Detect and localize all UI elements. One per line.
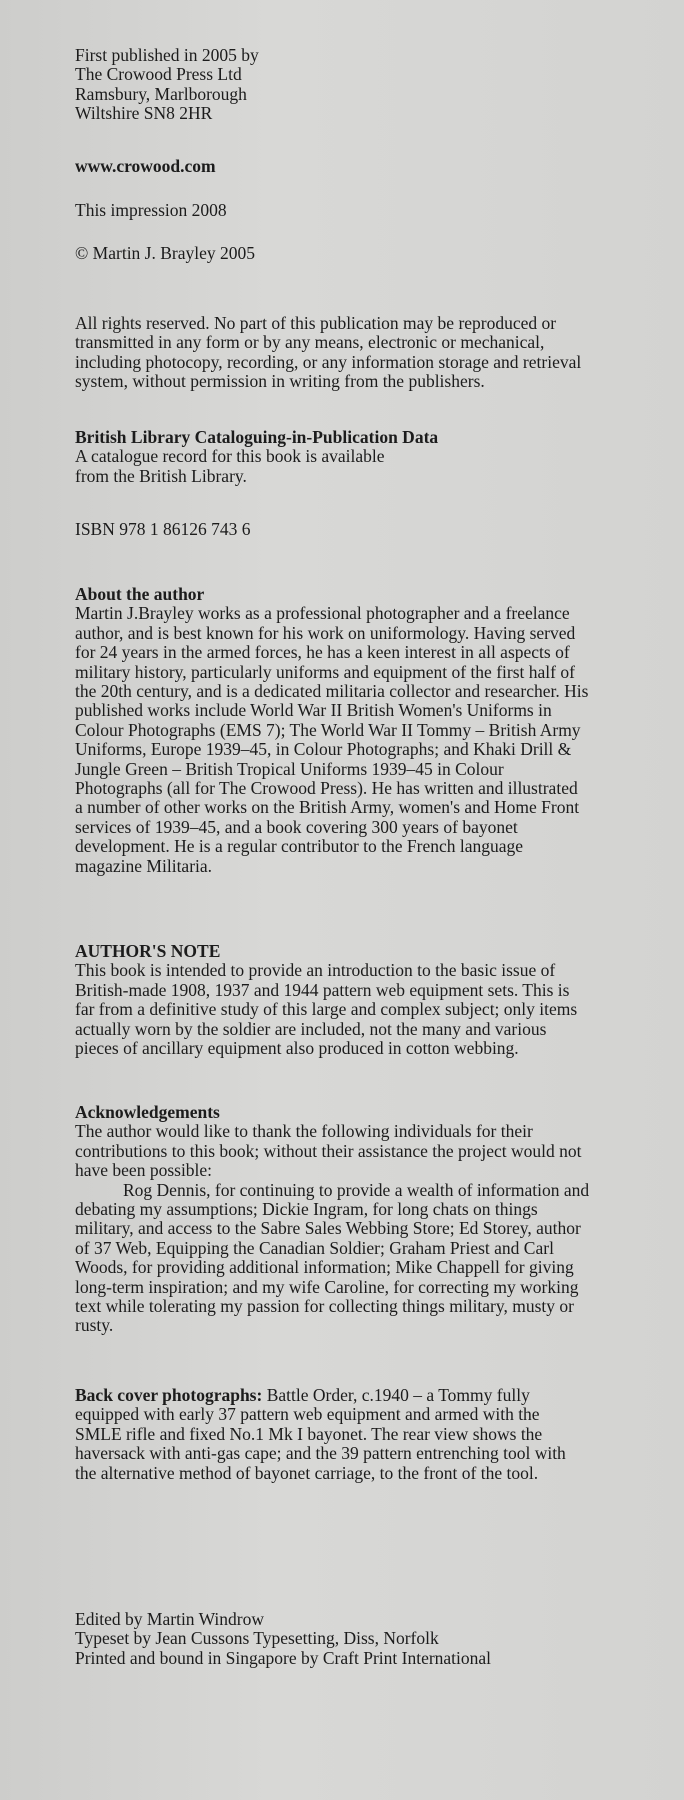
about-line: Photographs (all for The Crowood Press). He has written and illustrated xyxy=(75,778,578,799)
back-cover-line: SMLE rifle and fixed No.1 Mk I bayonet. The rear view shows the xyxy=(75,1423,543,1444)
authors-note-line: British-made 1908, 1937 and 1944 pattern web equipment sets. This is xyxy=(75,979,570,1000)
about-heading: About the author xyxy=(75,584,205,604)
publisher-line: The Crowood Press Ltd xyxy=(75,64,242,85)
rights-line: including photocopy, recording, or any information storage and retrieval xyxy=(75,351,582,372)
rights-line: transmitted in any form or by any means, electronic or mechanical, xyxy=(75,332,545,353)
acknowledgements-line: long-term inspiration; and my wife Caroline, for correcting my working xyxy=(75,1276,579,1297)
about-line: a number of other works on the British Army, women's and Home Front xyxy=(75,797,580,818)
back-cover-line: equipped with early 37 pattern web equipment and armed with the xyxy=(75,1404,540,1425)
cip-section xyxy=(75,428,665,486)
acknowledgements-line: debating my assumptions; Dickie Ingram, for long chats on things xyxy=(75,1199,538,1220)
back-cover-line: Battle Order, c.1940 – a Tommy fully xyxy=(262,1385,530,1405)
about-line: author, and is best known for his work on uniformology. Having served xyxy=(75,622,576,643)
about-line: Uniforms, Europe 1939–45, in Colour Photographs; and Khaki Drill & xyxy=(75,739,572,760)
impression-line: This impression 2008 xyxy=(75,200,227,220)
acknowledgements-line: military, and access to the Sabre Sales Webbing Store; Ed Storey, author xyxy=(75,1218,581,1239)
credits-line: Edited by Martin Windrow xyxy=(75,1609,265,1629)
credits-section xyxy=(75,1610,665,1668)
isbn-line: ISBN 978 1 86126 743 6 xyxy=(75,519,251,539)
authors-note-line: far from a definitive study of this large and complex subject; only items xyxy=(75,999,578,1020)
about-line: military history, particularly uniforms and equipment of the first half of xyxy=(75,661,575,682)
rights-line: system, without permission in writing from the publishers. xyxy=(75,371,485,392)
acknowledgements-line: Rog Dennis, for continuing to provide a wealth of information and xyxy=(123,1179,590,1200)
authors-note-line: actually worn by the soldier are included, not the many and various xyxy=(75,1018,547,1039)
back-cover-label: Back cover photographs: xyxy=(75,1385,263,1405)
authors-note-section xyxy=(75,942,665,1058)
acknowledgements-line: Woods, for providing additional information; Mike Chappell for giving xyxy=(75,1257,574,1278)
about-line: Martin J.Brayley works as a professional photographer and a freelance xyxy=(75,603,570,624)
about-line: the 20th century, and is a dedicated militaria collector and researcher. His xyxy=(75,681,589,702)
acknowledgements-line: rusty. xyxy=(75,1315,114,1336)
about-line: services of 1939–45, and a book covering 300 years of bayonet xyxy=(75,816,518,837)
acknowledgements-line: text while tolerating my passion for collecting things military, musty or xyxy=(75,1296,574,1317)
publisher-website: www.crowood.com xyxy=(75,156,216,176)
about-line: magazine Militaria. xyxy=(75,855,213,876)
cip-line: A catalogue record for this book is available xyxy=(75,446,385,467)
rights-line: All rights reserved. No part of this publication may be reproduced or xyxy=(75,313,557,333)
publisher-address xyxy=(75,46,665,124)
rights-statement xyxy=(75,314,665,392)
copyright-line: © Martin J. Brayley 2005 xyxy=(75,243,256,263)
authors-note-line: This book is intended to provide an introduction to the basic issue of xyxy=(75,960,556,981)
about-line: published works include World War II British Women's Uniforms in xyxy=(75,700,552,721)
acknowledgements-section xyxy=(75,1103,665,1336)
acknowledgements-line: have been possible: xyxy=(75,1160,213,1181)
acknowledgements-line: of 37 Web, Equipping the Canadian Soldier; Graham Priest and Carl xyxy=(75,1237,554,1258)
publisher-line: First published in 2005 by xyxy=(75,45,259,65)
acknowledgements-line: The author would like to thank the following individuals for their xyxy=(75,1121,533,1142)
back-cover-line: haversack with anti-gas cape; and the 39 pattern entrenching tool with xyxy=(75,1443,566,1464)
back-cover-section xyxy=(75,1386,665,1483)
acknowledgements-line: contributions to this book; without their assistance the project would not xyxy=(75,1140,582,1161)
about-line: for 24 years in the armed forces, he has a keen interest in all aspects of xyxy=(75,642,570,663)
about-line: Colour Photographs (EMS 7); The World War II Tommy – British Army xyxy=(75,719,581,740)
about-line: development. He is a regular contributor to the French language xyxy=(75,836,524,857)
cip-heading: British Library Cataloguing-in-Publication Data xyxy=(75,427,439,447)
credits-line: Printed and bound in Singapore by Craft Print International xyxy=(75,1647,492,1668)
about-line: Jungle Green – British Tropical Uniforms 1939–45 in Colour xyxy=(75,758,504,779)
about-author-section xyxy=(75,585,665,876)
publisher-line: Wiltshire SN8 2HR xyxy=(75,103,213,124)
publisher-line: Ramsbury, Marlborough xyxy=(75,83,247,104)
authors-note-line: pieces of ancillary equipment also produced in cotton webbing. xyxy=(75,1038,519,1059)
authors-note-heading: AUTHOR'S NOTE xyxy=(75,941,221,961)
back-cover-line: the alternative method of bayonet carriage, to the front of the tool. xyxy=(75,1462,539,1483)
credits-line: Typeset by Jean Cussons Typesetting, Diss, Norfolk xyxy=(75,1628,439,1649)
cip-line: from the British Library. xyxy=(75,465,247,486)
acknowledgements-heading: Acknowledgements xyxy=(75,1102,220,1122)
